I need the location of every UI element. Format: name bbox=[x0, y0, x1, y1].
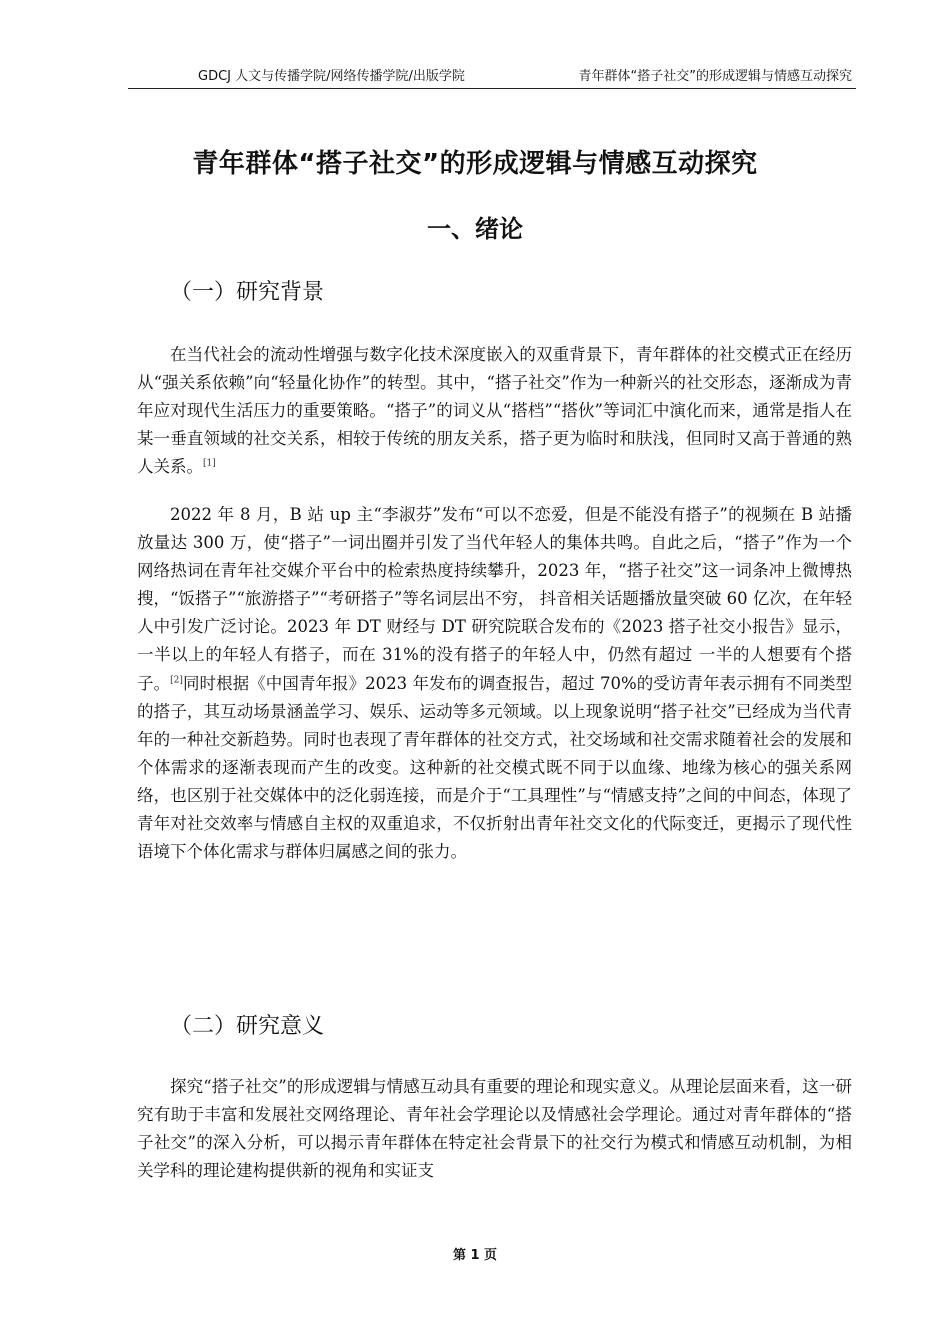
background-paragraph-1 bbox=[137, 341, 852, 481]
background-paragraph-2 bbox=[137, 501, 852, 866]
section-heading-significance: （二）研究意义 bbox=[170, 1014, 325, 1039]
header-institution: GDCJ 人文与传播学院/网络传播学院/出版学院 bbox=[198, 69, 465, 84]
significance-paragraph-1 bbox=[137, 1073, 852, 1185]
paragraph-text: 2022 年 8 月，B 站 up 主“李淑芬”发布“可以不恋爱，但是不能没有搭子”的视频在 B 站播放量达 300 万，使“搭子”一词出圈并引发了当代年轻人的集体共鸣。自此之后，“搭子”作为一个网络热词在青年社交媒介平台中的检索热度持续攀升，2023 年，“搭子社交”这一词条冲上微博热搜，“饭搭子”“旅游搭子”“考研搭子”等名词层出不穷， 抖音相关话题播放量突破 60 亿次，在年轻人中引发广泛讨论。2023 年 DT 财经与 DT 研究院联合发布的《2023 搭子社交小报告》显示，一半以上的年轻人有搭子，而在 31%的没有搭子的年轻人中，仍然有超过 一半的人想要有个搭子。 bbox=[137, 505, 852, 693]
paragraph-text: 探究“搭子社交”的形成逻辑与情感互动具有重要的理论和现实意义。从理论层面来看，这一研究有助于丰富和发展社交网络理论、青年社会学理论以及情感社会学理论。通过对青年群体的“搭子社交”的深入分析，可以揭示青年群体在特定社会背景下的社交行为模式和情感互动机制，为相关学科的理论建构提供新的视角和实证支 bbox=[137, 1077, 852, 1181]
chapter-heading: 一、绪论 bbox=[427, 215, 523, 243]
paragraph-text: 同时根据《中国青年报》2023 年发布的调查报告，超过 70%的受访青年表示拥有不同类型的搭子，其互动场景涵盖学习、娱乐、运动等多元领域。以上现象说明“搭子社交”已经成为当代青年的一种社交新趋势。同时也表现了青年群体的社交方式，社交场域和社交需求随着社会的发展和个体需求的逐渐表现而产生的改变。这种新的社交模式既不同于以血缘、地缘为核心的强关系网络，也区别于社交媒体中的泛化弱连接，而是介于“工具理性”与“情感支持”之间的中间态，体现了青年对社交效率与情感自主权的双重追求，不仅折射出青年社交文化的代际变迁，更揭示了现代性语境下个体化需求与群体归属感之间的张力。 bbox=[137, 673, 853, 862]
paragraph-text: 在当代社会的流动性增强与数字化技术深度嵌入的双重背景下，青年群体的社交模式正在经历从“强关系依赖”向“轻量化协作”的转型。其中，“搭子社交”作为一种新兴的社交形态，逐渐成为青年应对现代生活压力的重要策略。“搭子”的词义从“搭档”“搭伙”等词汇中演化而来，通常是指人在某一垂直领域的社交关系，相较于传统的朋友关系，搭子更为临时和肤浅，但同时又高于普通的熟人关系。 bbox=[137, 345, 852, 477]
page-number: 第 1 页 bbox=[452, 1248, 498, 1263]
running-header bbox=[128, 66, 856, 89]
citation-ref-1: [1] bbox=[203, 458, 216, 469]
section-heading-background: （一）研究背景 bbox=[170, 280, 325, 305]
paper-title: 青年群体“搭子社交”的形成逻辑与情感互动探究 bbox=[192, 149, 758, 179]
header-paper-title: 青年群体“搭子社交”的形成逻辑与情感互动探究 bbox=[578, 69, 852, 84]
citation-ref-2: [2] bbox=[170, 675, 183, 686]
